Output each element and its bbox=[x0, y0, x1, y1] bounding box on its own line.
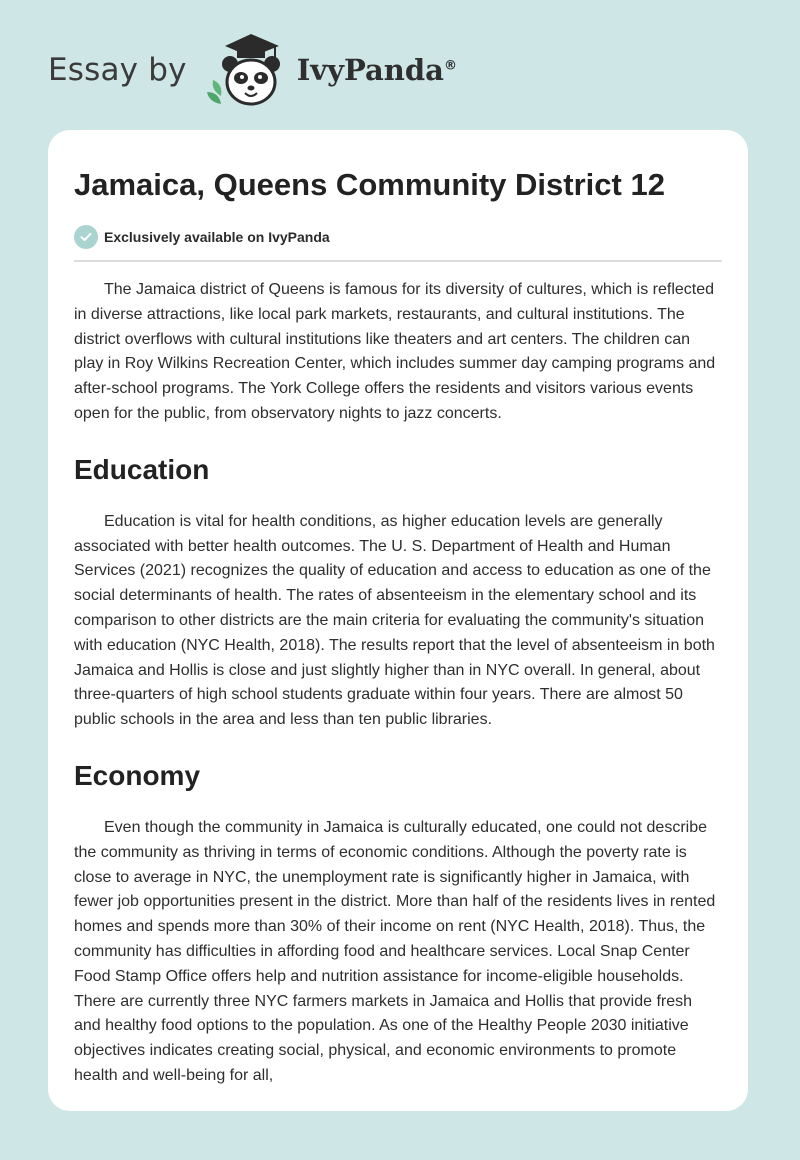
panda-graduate-icon bbox=[203, 30, 291, 110]
education-paragraph: Education is vital for health conditions, as higher education levels are generally associated with better health outcomes. The U. S. Department of Health and Human Services (2021) recognizes the quality of education and access to education as one of the social determinants of health. The rates of absenteeism in the elementary school and its comparison to other districts are the main criteria for evaluating the community's situation with education (NYC Health, 2018). The results report that the level of absenteeism in both Jamaica and Hollis is close and just slightly higher than in NYC overall. In general, about three-quarters of high school students graduate within four years. There are almost 50 public schools in the area and less than ten public libraries. bbox=[74, 512, 715, 729]
registered-mark: ® bbox=[443, 58, 457, 74]
section-heading-education: Education bbox=[74, 453, 210, 485]
brand-name-text: IvyPanda bbox=[296, 53, 444, 87]
check-circle-icon bbox=[74, 225, 98, 249]
brand-name bbox=[297, 53, 457, 87]
exclusive-badge-label: Exclusively available on IvyPanda bbox=[104, 229, 330, 245]
site-header bbox=[48, 30, 457, 110]
page-title: Jamaica, Queens Community District 12 bbox=[74, 167, 665, 202]
intro-paragraph: The Jamaica district of Queens is famous for its diversity of cultures, which is reflected in diverse attractions, like local park markets, restaurants, and cultural institutions. The district overflows with cultural institutions like theaters and art centers. The children can play in Roy Wilkins Recreation Center, which includes summer day camping programs and after-school programs. The York College offers the residents and visitors various events open for the public, from observatory nights to jazz concerts. bbox=[74, 281, 716, 422]
divider bbox=[74, 260, 722, 262]
section-heading-economy: Economy bbox=[74, 759, 201, 791]
economy-paragraph: Even though the community in Jamaica is culturally educated, one could not describe the community as thriving in terms of economic conditions. Although the poverty rate is close to average in NYC, the unemployment rate is significantly higher in Jamaica, with fewer job opportunities present in the district. More than half of the residents lives in rented homes and spends more than 30% of their income on rent (NYC Health, 2018). Thus, the community has difficulties in affording food and healthcare services. Local Snap Center Food Stamp Office offers help and nutrition assistance for income-eligible households. There are currently three NYC farmers markets in Jamaica and Hollis that provide fresh and healthy food options to the population. As one of the Healthy People 2030 initiative objectives indicates creating social, physical, and economic environments to promote health and well-being for all, bbox=[74, 818, 716, 1084]
essay-by-label: Essay by bbox=[48, 52, 187, 88]
exclusive-badge bbox=[74, 224, 722, 250]
essay-card bbox=[48, 130, 748, 1111]
